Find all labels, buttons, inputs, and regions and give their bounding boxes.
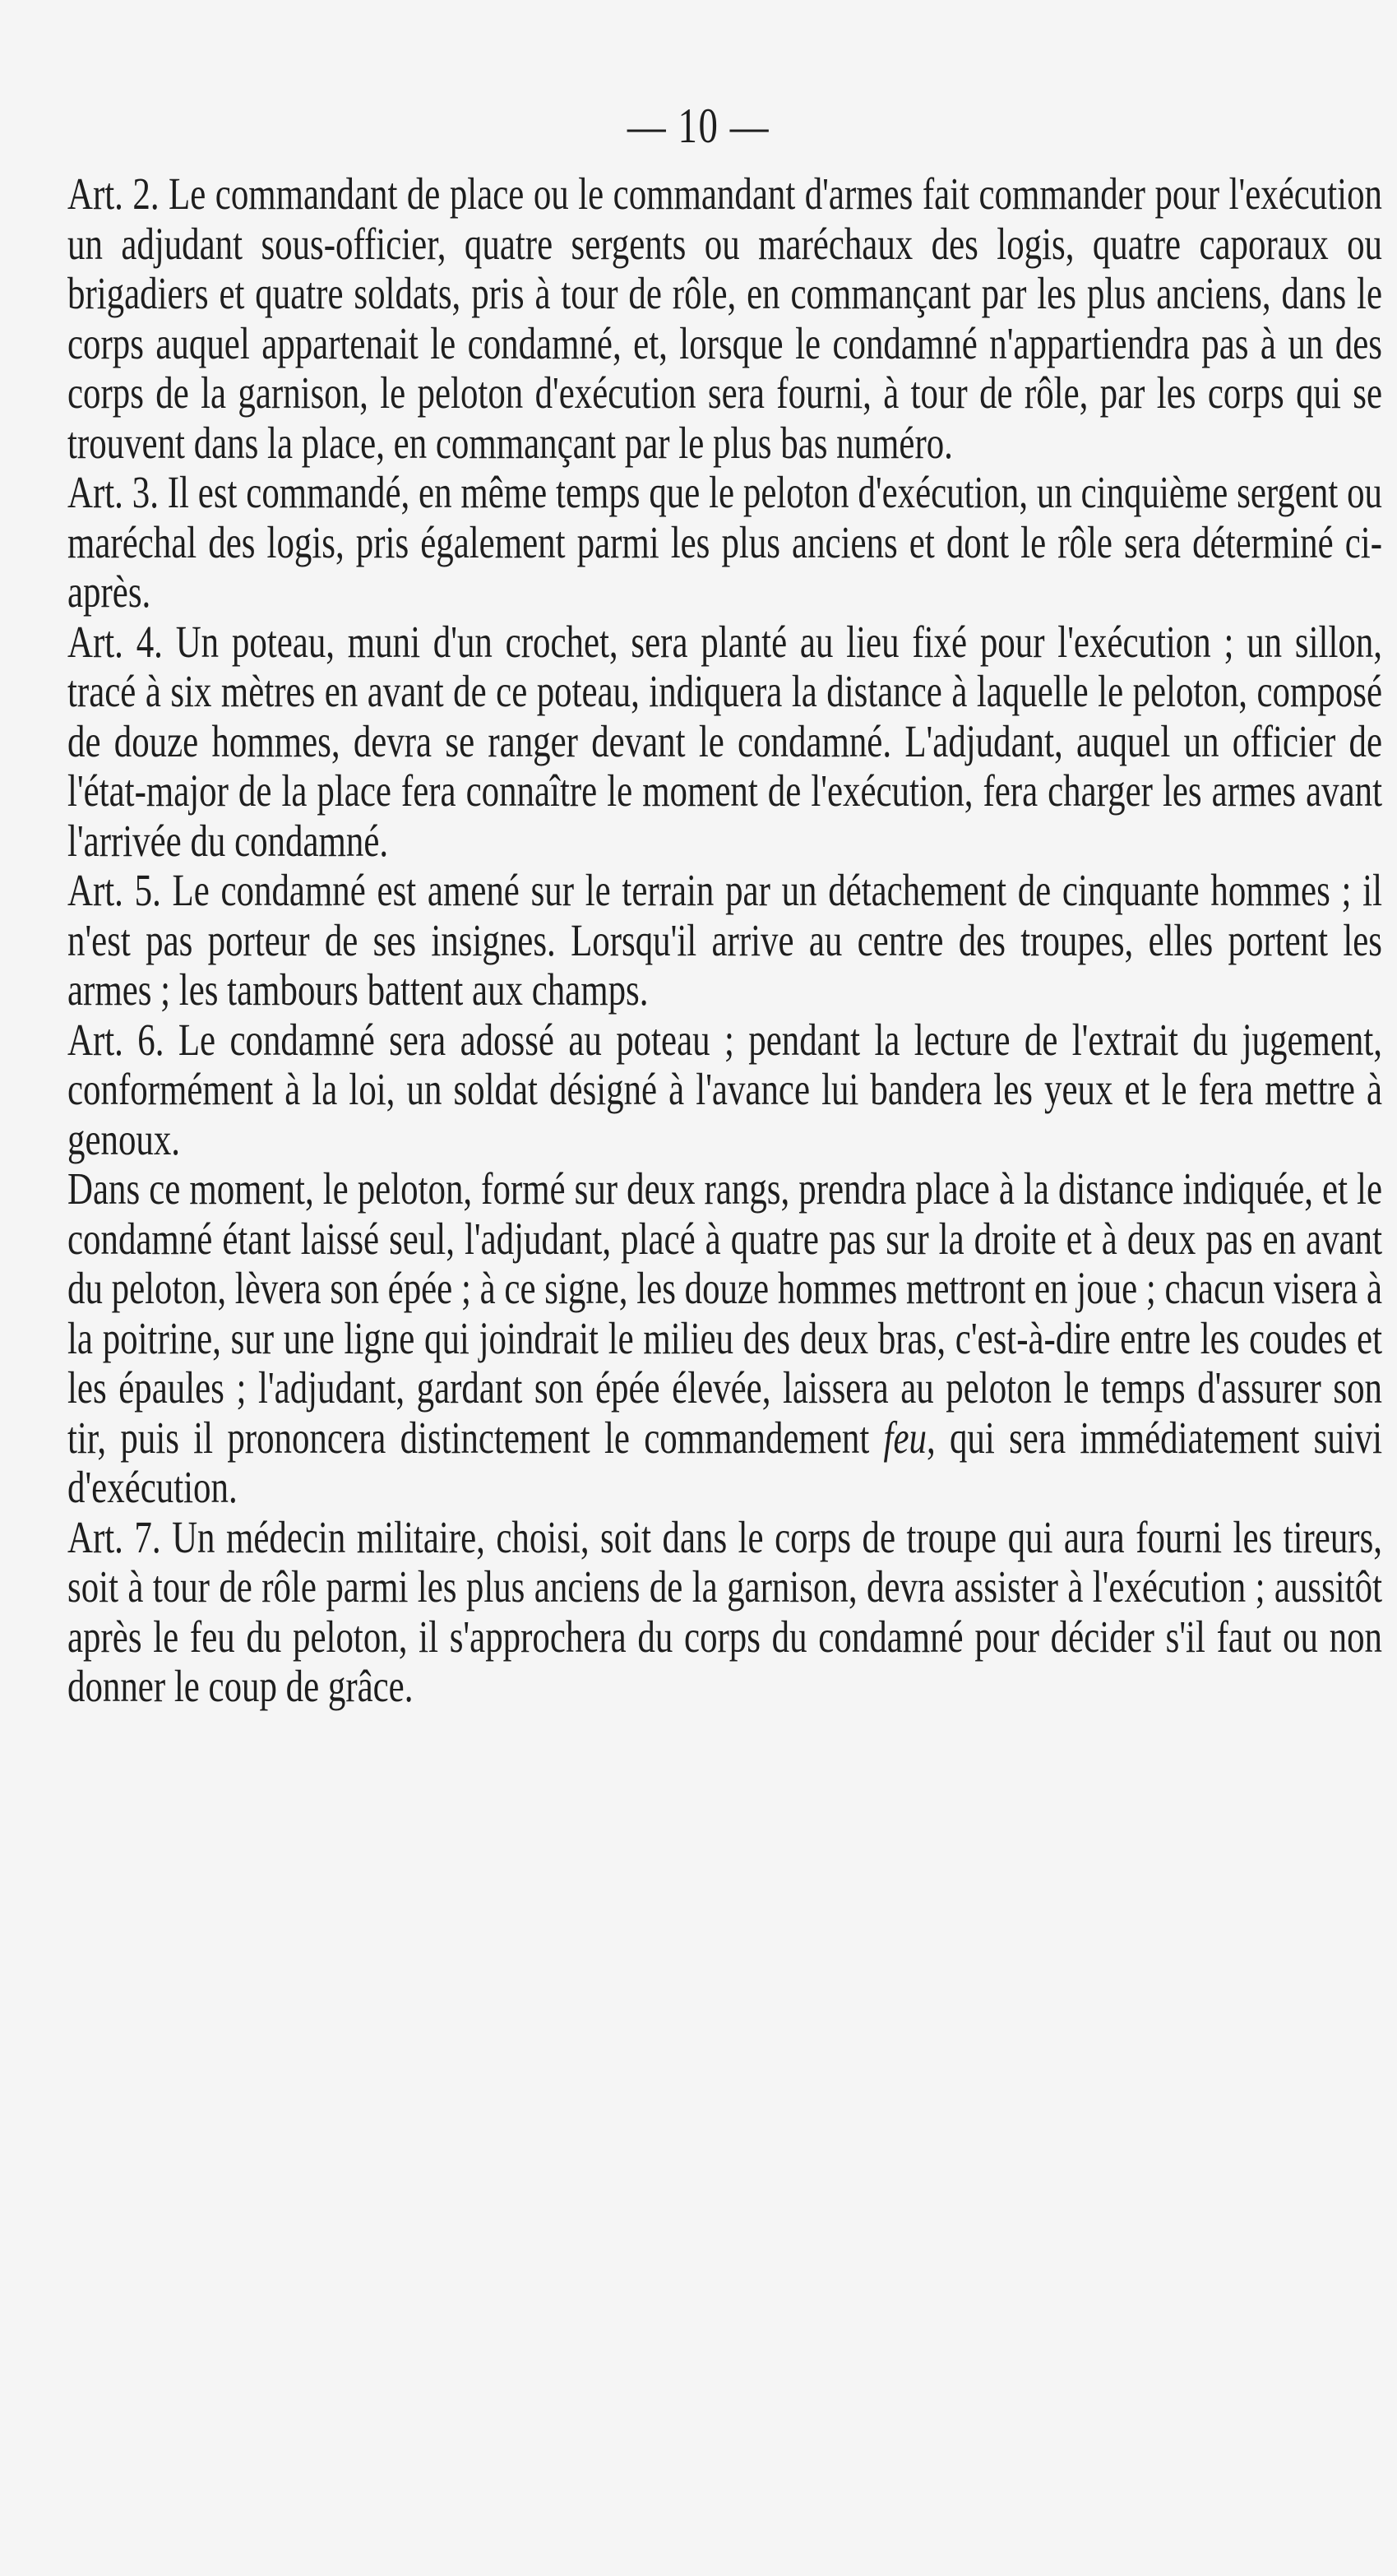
article-4: Art. 4. Un poteau, muni d'un crochet, sera planté au lieu fixé pour l'exécution ; un sillon, tracé à six mètres en avant de ce poteau, indiquera la distance à laquelle le peloton, composé de douze hommes, devra se ranger devant le condamné. L'adjudant, auquel un officier de l'état-major de la place fera connaître le moment de l'exécution, fera charger les armes avant l'arrivée du condamné. [67,616,1382,866]
page-number: — 10 — [627,99,770,153]
article-5: Art. 5. Le condamné est amené sur le terrain par un détachement de cinquante hommes ; il n'est pas porteur de ses insignes. Lorsqu'il arrive au centre des troupes, elles portent les armes ; les tambours battent aux champs. [67,865,1382,1015]
article-3: Art. 3. Il est commandé, en même temps que le peloton d'exécution, un cinquième sergent ou maréchal des logis, pris également parmi les plus anciens et dont le rôle sera déterminé ci-après. [67,467,1382,617]
article-6-continued-text: Dans ce moment, le peloton, formé sur deux rangs, prendra place à la distance indiquée, et le condamné étant laissé seul, l'adjudant, placé à quatre pas sur la droite et à deux pas en avant du peloton, lèvera son épée ; à ce signe, les douze hommes mettront en joue ; chacun visera à la poitrine, sur une ligne qui joindrait le milieu des deux bras, c'est-à-dire entre les coudes et les épaules ; l'adjudant, gardant son épée élevée, laissera au peloton le temps d'assurer son tir, puis il prononcera distinctement le commandement [67,1163,1382,1463]
article-6-continued-tail: , qui sera immédiatement suivi d'exécution. [67,1412,1382,1512]
article-6-continued [67,1164,1382,1513]
article-2: Art. 2. Le commandant de place ou le commandant d'armes fait commander pour l'exécution un adjudant sous-officier, quatre sergents ou maréchaux des logis, quatre caporaux ou brigadiers et quatre soldats, pris à tour de rôle, en commançant par les plus anciens, dans le corps auquel appartenait le condamné, et, lorsque le condamné n'appartiendra pas à un des corps de la garnison, le peloton d'exécution sera fourni, à tour de rôle, par les corps qui se trouvent dans la place, en commançant par le plus bas numéro. [67,169,1382,468]
article-7: Art. 7. Un médecin militaire, choisi, soit dans le corps de troupe qui aura fourni les tireurs, soit à tour de rôle parmi les plus anciens de la garnison, devra assister à l'exécution ; aussitôt après le feu du peloton, il s'approchera du corps du condamné pour décider s'il faut ou non donner le coup de grâce. [67,1511,1382,1711]
body-text [67,169,1382,1712]
article-6: Art. 6. Le condamné sera adossé au poteau ; pendant la lecture de l'extrait du jugement, conformément à la loi, un soldat désigné à l'avance lui bandera les yeux et le fera mettre à genoux. [67,1014,1382,1164]
command-word: feu [883,1412,927,1463]
